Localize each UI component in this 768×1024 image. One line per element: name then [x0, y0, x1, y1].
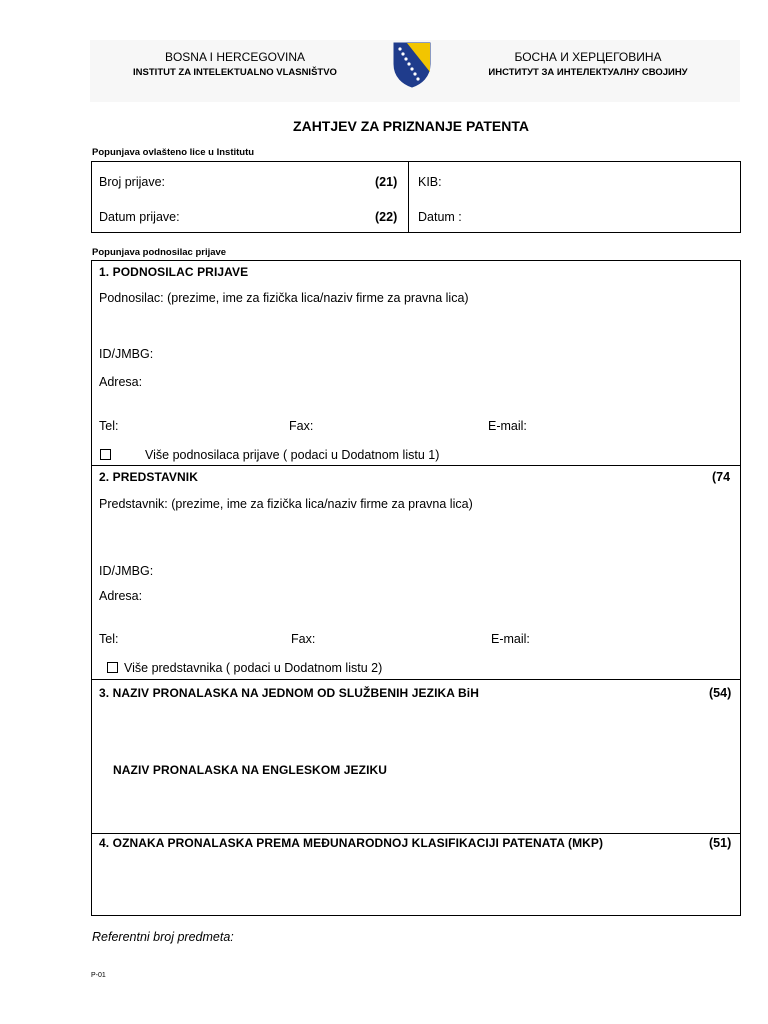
section2-id-label: ID/JMBG:: [99, 564, 154, 578]
section3-subheading: NAZIV PRONALASKA NA ENGLESKOM JEZIKU: [113, 763, 388, 777]
broj-prijave-label: Broj prijave:: [99, 175, 165, 189]
section2-tel-label: Tel:: [99, 632, 119, 646]
section3-divider: [91, 833, 741, 834]
applicant-caption: Popunjava podnosilac prijave: [92, 247, 227, 258]
section2-fax-label: Fax:: [291, 632, 316, 646]
section1-email-label: E-mail:: [488, 419, 527, 433]
datum-prijave-label: Datum prijave:: [99, 210, 180, 224]
section3-heading: 3. NAZIV PRONALASKA NA JEDNOM OD SLUŽBENIH JEZIKA BiH: [99, 686, 479, 700]
datum-label: Datum :: [418, 210, 462, 224]
applicant-box: [91, 260, 741, 916]
bih-coat-of-arms-icon: [393, 42, 431, 88]
section1-heading: 1. PODNOSILAC PRIJAVE: [99, 265, 249, 279]
page-title: ZAHTJEV ZA PRIZNANJE PATENTA: [293, 118, 529, 134]
vise-predstavnika-label: Više predstavnika ( podaci u Dodatnom listu 2): [124, 661, 383, 675]
institute-caption: Popunjava ovlašteno lice u Institutu: [92, 147, 255, 158]
section2-code: (74: [712, 470, 731, 484]
section4-heading: 4. OZNAKA PRONALASKA PREMA MEĐUNARODNOJ KLASIFIKACIJI PATENATA (MKP): [99, 836, 604, 850]
header-right-title: БОСНА И ХЕРЦЕГОВИНА: [514, 50, 662, 64]
podnosilac-label: Podnosilac: (prezime, ime za fizička lica/naziv firme za pravna lica): [99, 291, 469, 305]
section1-fax-label: Fax:: [289, 419, 314, 433]
section4-code: (51): [709, 836, 732, 850]
institute-divider: [408, 161, 409, 233]
section2-divider: [91, 679, 741, 680]
reference-number-label: Referentni broj predmeta:: [92, 930, 234, 944]
vise-podnosilaca-label: Više podnosilaca prijave ( podaci u Dodatnom listu 1): [145, 448, 440, 462]
section2-heading: 2. PREDSTAVNIK: [99, 470, 198, 484]
section1-adresa-label: Adresa:: [99, 375, 143, 389]
predstavnik-label: Predstavnik: (prezime, ime za fizička lica/naziv firme za pravna lica): [99, 497, 473, 511]
form-code: P-01: [91, 972, 106, 979]
section1-divider: [91, 465, 741, 466]
header-right-subtitle: ИНСТИТУТ ЗА ИНТЕЛЕКТУАЛНУ СВОЈИНУ: [488, 67, 688, 78]
section1-id-label: ID/JMBG:: [99, 347, 154, 361]
section3-code: (54): [709, 686, 732, 700]
institute-box: [91, 161, 741, 233]
section2-email-label: E-mail:: [491, 632, 530, 646]
kib-label: KIB:: [418, 175, 442, 189]
vise-podnosilaca-checkbox[interactable]: [100, 449, 111, 460]
section2-adresa-label: Adresa:: [99, 589, 143, 603]
vise-predstavnika-checkbox[interactable]: [107, 662, 118, 673]
header-left-title: BOSNA I HERCEGOVINA: [164, 50, 306, 64]
section1-tel-label: Tel:: [99, 419, 119, 433]
header-left-subtitle: INSTITUT ZA INTELEKTUALNO VLASNIŠTVO: [133, 67, 337, 78]
broj-prijave-code: (21): [375, 175, 398, 189]
datum-prijave-code: (22): [375, 210, 398, 224]
